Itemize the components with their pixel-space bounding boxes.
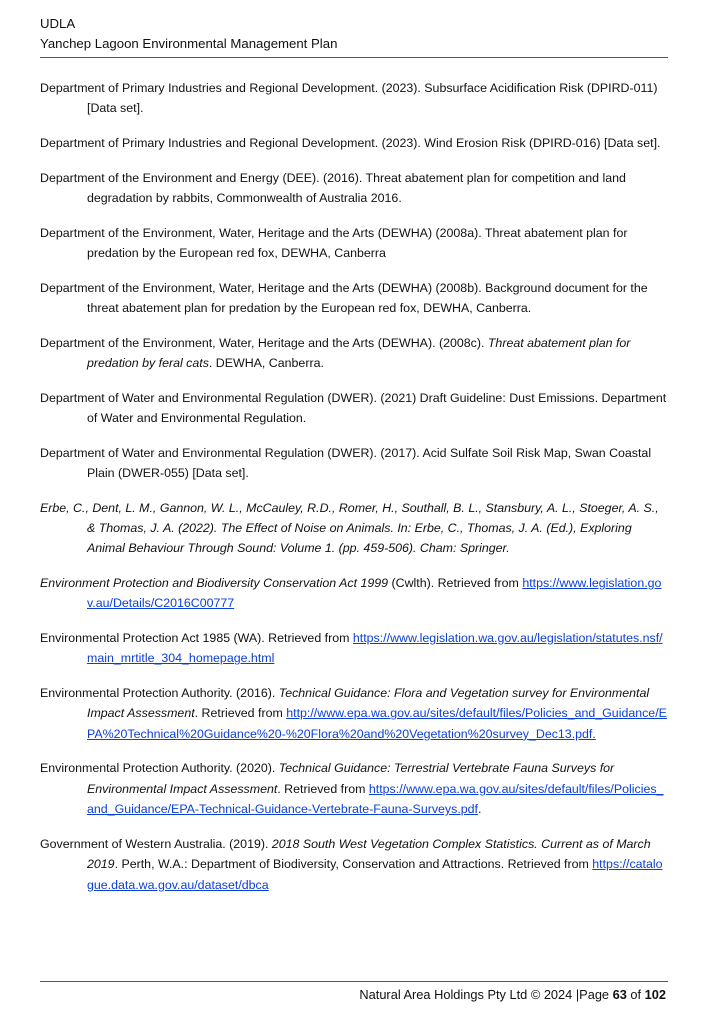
reference-text: (Cwlth). Retrieved from (388, 576, 523, 590)
reference-link[interactable]: https://www.epa.wa.gov.au/sites/default/files/Policies_and_Guidance/EPA-Technical-Guidance-Vertebrate-Fauna-Surveys.pdf (87, 781, 664, 817)
reference-text: Environmental Protection Authority. (2016). (40, 686, 279, 700)
footer-company: Natural Area Holdings Pty Ltd © 2024 |Page (359, 987, 613, 1002)
reference-link[interactable]: https://www.legislation.gov.au/Details/C2016C00777 (87, 576, 662, 611)
reference-text: . Retrieved from (277, 781, 369, 796)
reference-entry (40, 683, 668, 744)
reference-text: Government of Western Australia. (2019). (40, 836, 272, 851)
reference-entry (40, 133, 668, 153)
reference-entry (40, 278, 668, 319)
reference-entry (40, 498, 668, 559)
reference-entry (40, 388, 668, 429)
header-divider (40, 57, 668, 58)
reference-entry (40, 333, 668, 374)
reference-entry (40, 628, 668, 669)
reference-text: . DEWHA, Canberra. (208, 356, 324, 370)
reference-text: Environmental Protection Act 1985 (WA). Retrieved from (40, 631, 353, 645)
reference-title: 2018 South West Vegetation Complex Statistics. Current as of March 2019 (87, 836, 651, 872)
reference-text: Environmental Protection Authority. (2020). (40, 761, 279, 776)
reference-text: Department of Water and Environmental Regulation (DWER). (2021) Draft Guideline: Dust Emissions. Department of Water and Environmental Regulation. (40, 390, 667, 425)
reference-title: Technical Guidance: Flora and Vegetation survey for Environmental Impact Assessment (87, 686, 650, 721)
reference-link[interactable]: http://www.epa.wa.gov.au/sites/default/files/Policies_and_Guidance/EPA%20Technical%20Guidance%20-%20Flora%20and%20Vegetation%20survey_Dec13.pdf. (87, 706, 667, 741)
reference-text: . Perth, W.A.: Department of Biodiversity, Conservation and Attractions. Retrieved from (114, 857, 593, 872)
reference-text: Erbe, C., Dent, L. M., Gannon, W. L., McCauley, R.D., Romer, H., Southall, B. L., Stansbury, A. L., Stoeger, A. S., & Thomas, J. A. (2022). The Effect of Noise on Animals. In: Erbe, C., Thomas, J. A. (Ed.), Exploring Animal Behaviour Through Sound: Volume 1. (pp. 459-506). Cham: Springer. (40, 500, 659, 556)
reference-entry (40, 573, 668, 614)
header-title: Yanchep Lagoon Environmental Management Plan (40, 36, 338, 51)
reference-text: Department of the Environment, Water, Heritage and the Arts (DEWHA). (2008c). (40, 335, 488, 350)
reference-text: Department of the Environment and Energy (DEE). (2016). Threat abatement plan for competition and land degradation by rabbits, Commonwealth of Australia 2016. (40, 170, 626, 205)
header-org: UDLA (40, 16, 76, 31)
reference-entry (40, 223, 668, 264)
reference-link[interactable]: https://www.legislation.wa.gov.au/legislation/statutes.nsf/main_mrtitle_304_homepage.html (87, 631, 663, 666)
footer-page-total: 102 (644, 987, 666, 1002)
reference-text: Department of Primary Industries and Regional Development. (2023). Wind Erosion Risk (DPIRD-016) [Data set]. (40, 136, 661, 150)
page-header (40, 14, 668, 54)
reference-text: Department of Primary Industries and Regional Development. (2023). Subsurface Acidification Risk (DPIRD-011) [Data set]. (40, 81, 658, 116)
reference-entry (40, 78, 668, 119)
reference-list (40, 78, 668, 909)
reference-text: Department of the Environment, Water, Heritage and the Arts (DEWHA) (2008a). Threat abatement plan for predation by the European red fox, DEWHA, Canberra (40, 225, 628, 260)
reference-text: Department of Water and Environmental Regulation (DWER). (2017). Acid Sulfate Soil Risk Map, Swan Coastal Plain (DWER-055) [Data set]. (40, 445, 652, 480)
reference-entry (40, 758, 668, 819)
reference-text: Department of the Environment, Water, Heritage and the Arts (DEWHA) (2008b). Background document for the threat abatement plan for predation by the European red fox, DEWHA, Canberra. (40, 280, 648, 315)
page-footer (359, 986, 666, 1004)
reference-link[interactable]: https://catalogue.data.wa.gov.au/dataset/dbca (87, 857, 663, 892)
reference-text: . Retrieved from (194, 706, 287, 721)
footer-page-number: 63 (612, 987, 627, 1002)
reference-entry (40, 834, 668, 895)
footer-of: of (626, 987, 645, 1002)
reference-title: Environment Protection and Biodiversity Conservation Act 1999 (40, 576, 389, 590)
reference-title: Technical Guidance: Terrestrial Vertebrate Fauna Surveys for Environmental Impact Assessment (87, 761, 615, 796)
reference-entry (40, 168, 668, 209)
reference-entry (40, 443, 668, 484)
footer-divider (40, 981, 668, 982)
reference-title: Threat abatement plan for predation by feral cats (87, 335, 631, 370)
reference-text: . (477, 802, 482, 817)
